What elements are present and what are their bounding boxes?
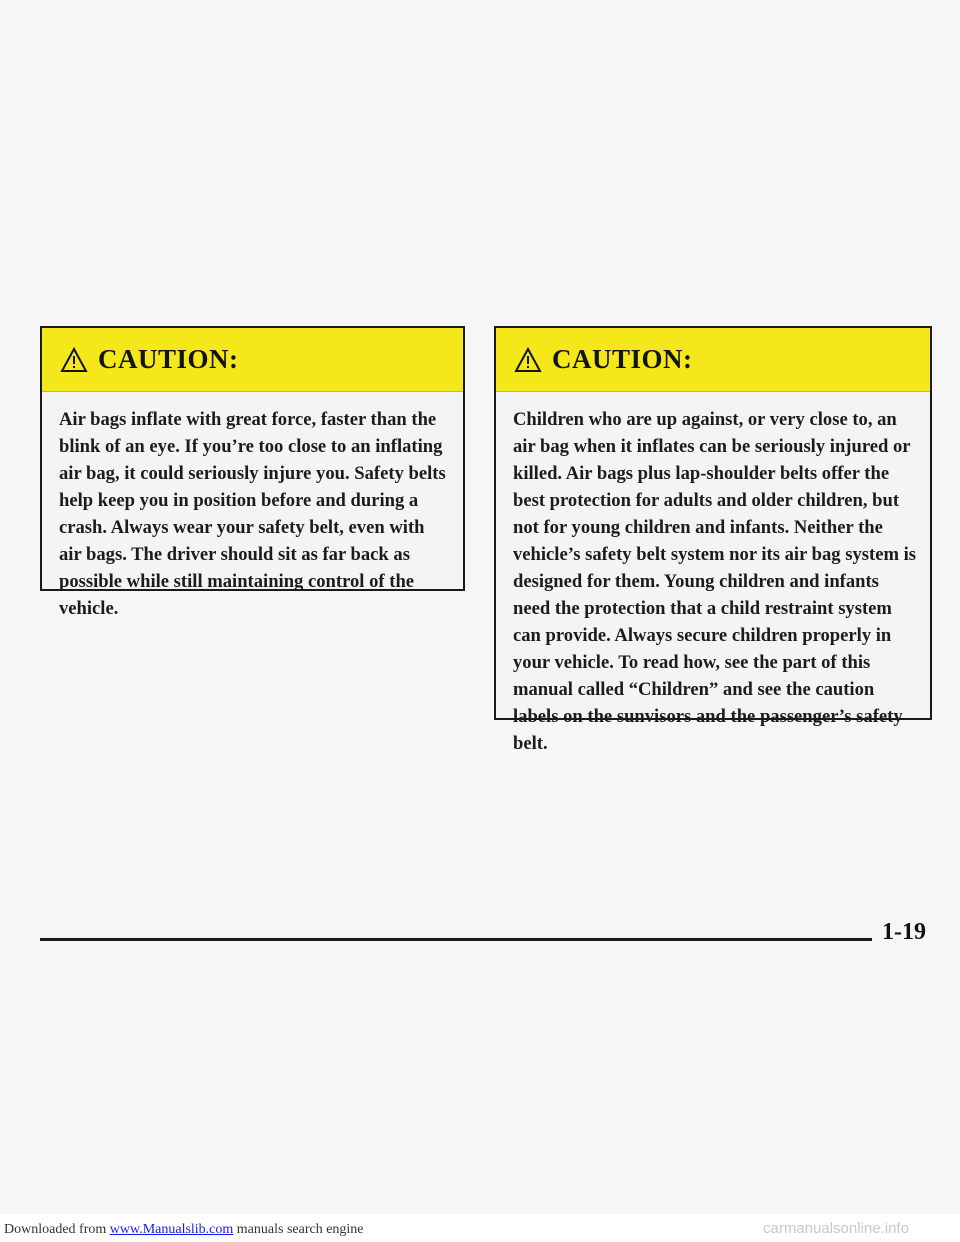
caution-header	[42, 328, 463, 392]
caution-box-children-air-bag	[494, 326, 932, 754]
download-prefix: Downloaded from	[4, 1222, 110, 1237]
warning-triangle-icon	[60, 347, 88, 373]
caution-title: CAUTION:	[98, 344, 239, 374]
caution-text: Air bags inflate with great force, faster than the blink of an eye. If you’re too close to an inflating air bag, it could seriously injure you. Safety belts help keep you in position before and during a crash. Always wear your safety belt, even with air bags. The driver should sit as far back as possible while still maintaining control of the vehicle.	[59, 409, 446, 619]
caution-text: Children who are up against, or very close to, an air bag when it inflates can be seriously injured or killed. Air bags plus lap-shoulder belts offer the best protection for adults and older children, but not for young children and infants. Neither the vehicle’s safety belt system nor its air bag system is designed for them. Young children and infants need the protection that a child restraint system can provide. Always secure children properly in your vehicle. To read how, see the part of this manual called “Children” and see the caution labels on the sunvisors and the passenger’s safety belt.	[513, 409, 916, 754]
caution-box-air-bag-force	[40, 326, 465, 619]
caution-title: CAUTION:	[552, 344, 693, 374]
warning-triangle-icon	[514, 347, 542, 373]
page-number: 1-19	[882, 919, 926, 945]
caution-header	[496, 328, 930, 392]
footer-rule	[40, 938, 872, 941]
manualslib-link[interactable]: www.Manualslib.com	[109, 1222, 234, 1237]
watermark-text: carmanualsonline.info	[763, 1220, 909, 1237]
download-notice	[4, 1222, 364, 1238]
download-suffix: manuals search engine	[233, 1222, 364, 1237]
